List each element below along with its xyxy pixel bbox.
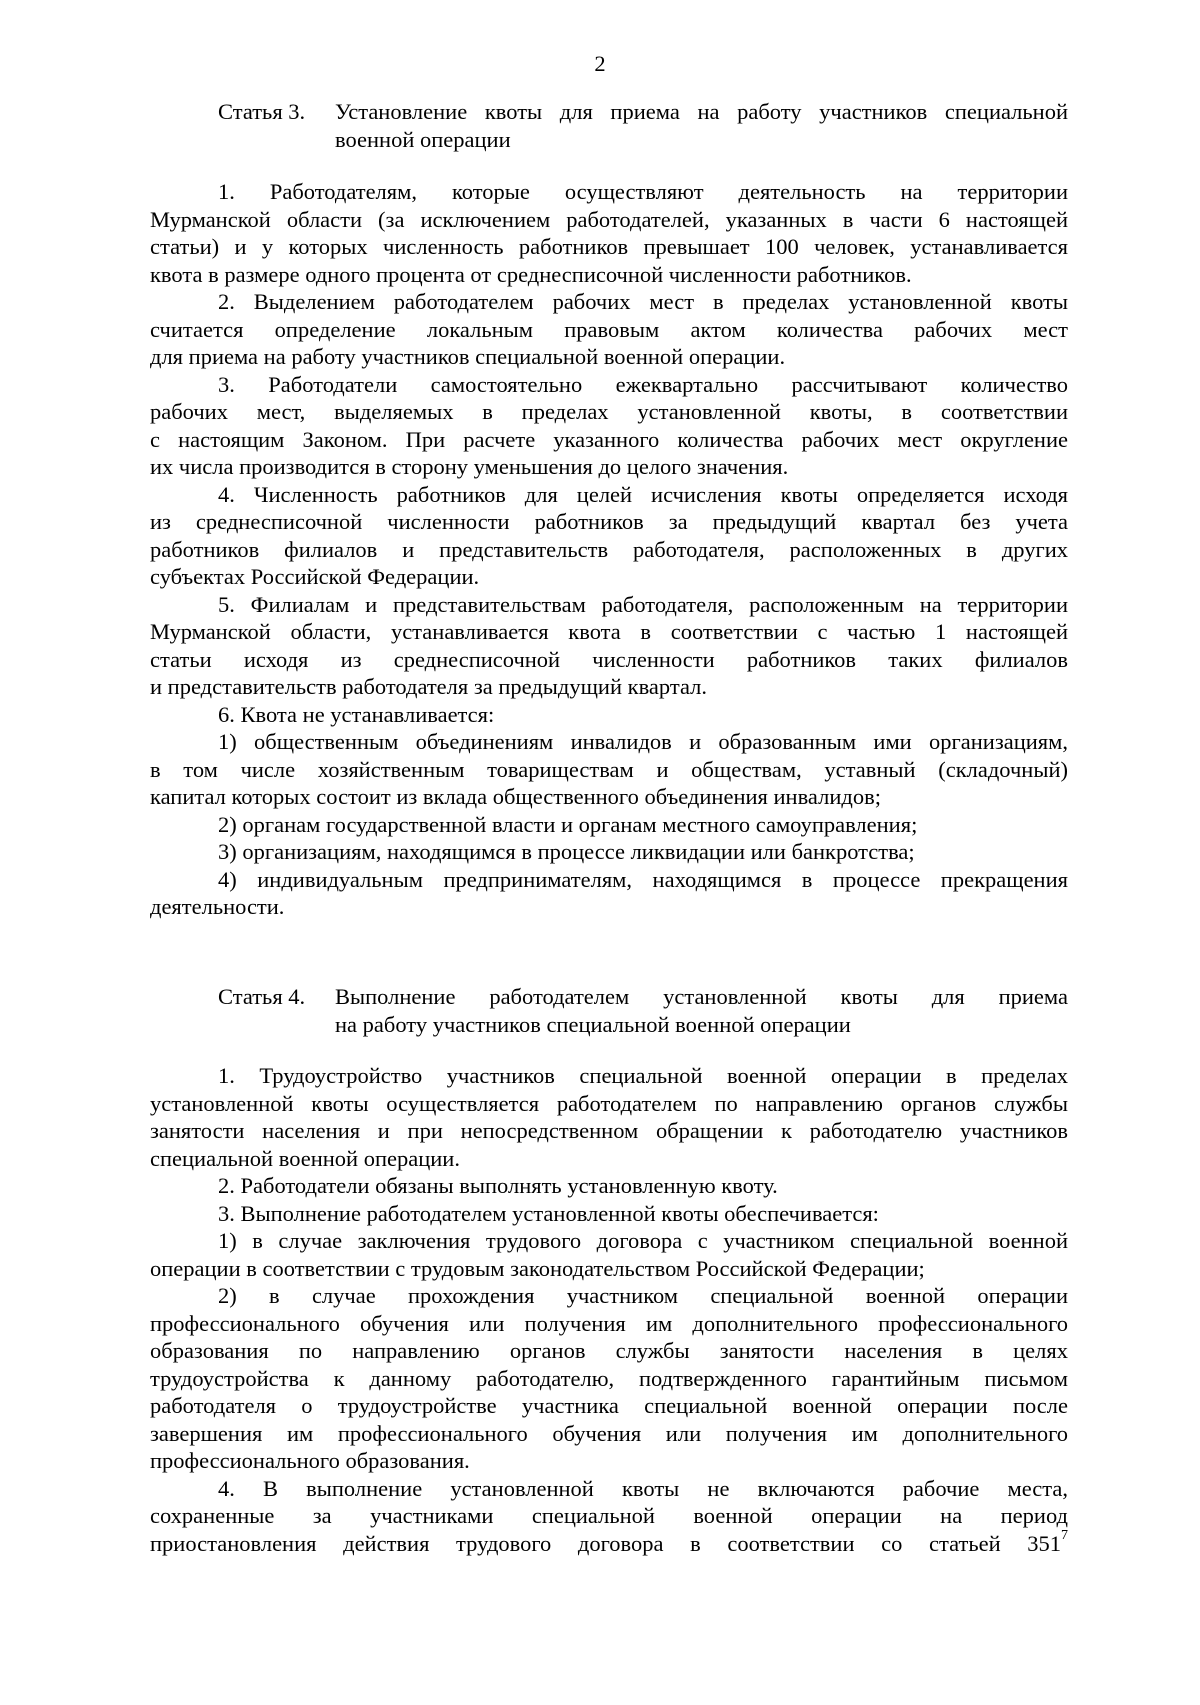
paragraph-line: занятости населения и при непосредственном обращении к работодателю участников (150, 1118, 1068, 1143)
paragraph-line: 2) органам государственной власти и органам местного самоуправления; (218, 811, 918, 837)
paragraph-line: субъектах Российской Федерации. (150, 564, 480, 589)
article-4-label: Статья 4. (218, 984, 306, 1009)
paragraph-line: 2) в случае прохождения участником специальной военной операции (218, 1283, 1068, 1308)
paragraph-line: операции в соответствии с трудовым законодательством Российской Федерации; (150, 1255, 925, 1281)
paragraph-line: 3. Выполнение работодателем установленной квоты обеспечивается: (218, 1200, 879, 1226)
paragraph-line: профессионального образования. (150, 1448, 470, 1473)
paragraph-line: 1. Работодателям, которые осуществляют деятельность на территории (218, 179, 1068, 204)
paragraph (150, 701, 1068, 729)
article-3-title-line: Установление квоты для приема на работу участников специальной (335, 99, 1068, 124)
paragraph-line: деятельности. (150, 894, 285, 919)
paragraph (150, 1172, 1068, 1200)
article-3-title (335, 98, 1068, 153)
paragraph (150, 371, 1068, 481)
paragraph-line: в том числе хозяйственным товариществам и обществам, уставный (складочный) (150, 756, 1068, 782)
paragraph-line: с настоящим Законом. При расчете указанного количества рабочих мест округление (150, 426, 1068, 452)
paragraph-line: сохраненные за участниками специальной военной операции на период (150, 1503, 1068, 1528)
paragraph-line: и представительств работодателя за предыдущий квартал. (150, 674, 707, 699)
paragraph (150, 866, 1068, 921)
article-3-label: Статья 3. (218, 99, 306, 124)
paragraph-line: 4) индивидуальным предпринимателям, находящимся в процессе прекращения (218, 866, 1068, 892)
paragraph (150, 1282, 1068, 1475)
paragraph-line: образования по направлению органов службы занятости населения в целях (150, 1338, 1068, 1363)
paragraph-line: 3. Работодатели самостоятельно ежеквартально рассчитывают количество (218, 371, 1068, 397)
paragraph-line: их числа производится в сторону уменьшения до целого значения. (150, 454, 789, 479)
paragraph (150, 178, 1068, 288)
paragraph (150, 591, 1068, 701)
paragraph-line: работников филиалов и представительств работодателя, расположенных в других (150, 536, 1068, 562)
article-4-title-line: на работу участников специальной военной операции (335, 1011, 851, 1037)
paragraph-line: специальной военной операции. (150, 1145, 460, 1171)
paragraph (150, 728, 1068, 811)
paragraph (150, 1475, 1068, 1558)
paragraph-line: 1) общественным объединениям инвалидов и образованным ими организациям, (218, 729, 1068, 754)
article-4-title-line: Выполнение работодателем установленной квоты для приема (335, 984, 1068, 1009)
paragraph (150, 811, 1068, 839)
paragraph-line: 4. Численность работников для целей исчисления квоты определяется исходя (218, 481, 1068, 507)
article-4-header (218, 983, 1068, 1038)
paragraph (150, 288, 1068, 371)
paragraph-line: завершения им профессионального обучения или получения им дополнительного (150, 1420, 1068, 1446)
paragraph (150, 838, 1068, 866)
paragraph-line: из среднесписочной численности работников за предыдущий квартал без учета (150, 509, 1068, 534)
paragraph-line: рабочих мест, выделяемых в пределах установленной квоты, в соответствии (150, 399, 1068, 424)
article-3-body (150, 178, 1068, 921)
paragraph-line: капитал которых состоит из вклада общественного объединения инвалидов; (150, 784, 881, 809)
article-3-header (218, 98, 1068, 153)
page-number: 2 (594, 51, 606, 76)
paragraph (150, 1200, 1068, 1228)
paragraph-line: профессионального обучения или получения им дополнительного профессионального (150, 1310, 1068, 1336)
paragraph-line: приостановления действия трудового договора в соответствии со статьей $351^7$ (150, 1528, 1068, 1556)
article-4-title (335, 983, 1068, 1038)
article-3-title-line: военной операции (335, 126, 511, 152)
paragraph-line: 5. Филиалам и представительствам работодателя, расположенным на территории (218, 591, 1068, 617)
paragraph-line: статьи) и у которых численность работников превышает 100 человек, устанавливается (150, 234, 1068, 259)
paragraph-line: трудоустройства к данному работодателю, подтвержденного гарантийным письмом (150, 1365, 1068, 1391)
paragraph-line: Мурманской области (за исключением работодателей, указанных в части 6 настоящей (150, 206, 1068, 232)
paragraph-line: 6. Квота не устанавливается: (218, 701, 495, 727)
paragraph-line: 1. Трудоустройство участников специальной военной операции в пределах (218, 1063, 1068, 1088)
paragraph-line: считается определение локальным правовым актом количества рабочих мест (150, 316, 1068, 342)
paragraph-line: 2. Работодатели обязаны выполнять установленную квоту. (218, 1173, 778, 1198)
paragraph-line: 4. В выполнение установленной квоты не включаются рабочие места, (218, 1475, 1068, 1501)
paragraph-line: для приема на работу участников специальной военной операции. (150, 344, 786, 369)
paragraph-line: Мурманской области, устанавливается квота в соответствии с частью 1 настоящей (150, 619, 1068, 644)
paragraph-line: квота в размере одного процента от среднесписочной численности работников. (150, 261, 912, 287)
paragraph-line: установленной квоты осуществляется работодателем по направлению органов службы (150, 1090, 1068, 1116)
footnote-superscript: 7 (1061, 1528, 1068, 1543)
paragraph (150, 481, 1068, 591)
paragraph (150, 1227, 1068, 1282)
paragraph-line: работодателя о трудоустройстве участника специальной военной операции после (150, 1393, 1068, 1418)
paragraph-line: статьи исходя из среднесписочной численности работников таких филиалов (150, 646, 1068, 672)
paragraph-line: 1) в случае заключения трудового договора с участником специальной военной (218, 1228, 1068, 1253)
paragraph-line: 2. Выделением работодателем рабочих мест в пределах установленной квоты (218, 289, 1068, 314)
article-4-body (150, 1062, 1068, 1557)
paragraph-line: 3) организациям, находящимся в процессе ликвидации или банкротства; (218, 839, 915, 864)
paragraph (150, 1062, 1068, 1172)
